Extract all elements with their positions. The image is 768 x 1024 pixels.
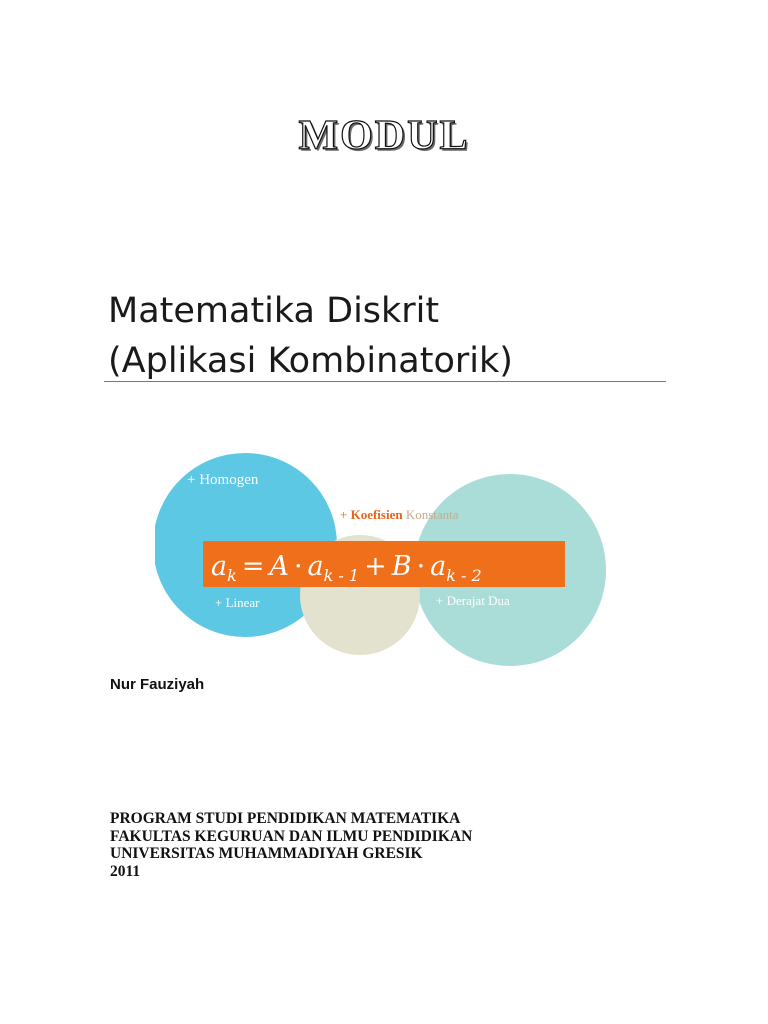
institution-block	[110, 810, 472, 880]
formula-equals: =	[241, 551, 265, 582]
label-linear: + Linear	[215, 595, 260, 610]
label-homogen: + Homogen	[187, 472, 259, 488]
formula-sub-k: k	[227, 566, 237, 585]
label-koefisien-prefix: +	[340, 507, 351, 522]
label-koefisien-word: Koefisien	[350, 507, 403, 522]
study-program: PROGRAM STUDI PENDIDIKAN MATEMATIKA	[110, 810, 461, 827]
publication-year: 2011	[110, 862, 141, 880]
formula-a: a	[211, 551, 228, 582]
faculty: FAKULTAS KEGURUAN DAN ILMU PENDIDIKAN	[110, 827, 473, 845]
formula-sub-k2: k - 2	[446, 566, 482, 585]
formula-a-2: a	[307, 551, 324, 582]
label-koefisien-konstanta	[340, 507, 459, 522]
label-derajat-dua: + Derajat Dua	[436, 593, 510, 608]
modul-heading: MODUL	[298, 113, 470, 159]
title-line-1: Matematika Diskrit	[108, 291, 440, 331]
university: UNIVERSITAS MUHAMMADIYAH GRESIK	[110, 845, 423, 862]
label-konstanta-word: Konstanta	[402, 507, 459, 522]
formula-dot-1: ·	[293, 551, 303, 582]
formula-coef-B: B	[391, 551, 412, 582]
document-title	[108, 286, 668, 386]
title-underline	[104, 381, 666, 382]
formula-a-3: a	[430, 551, 447, 582]
author-name: Nur Fauziyah	[110, 676, 205, 693]
formula-dot-2: ·	[416, 551, 426, 582]
formula-coef-A: A	[269, 551, 289, 582]
title-line-2: (Aplikasi Kombinatorik)	[108, 341, 513, 381]
cover-illustration	[155, 445, 615, 670]
formula-sub-k1: k - 1	[323, 566, 360, 585]
formula-plus: +	[364, 551, 387, 582]
